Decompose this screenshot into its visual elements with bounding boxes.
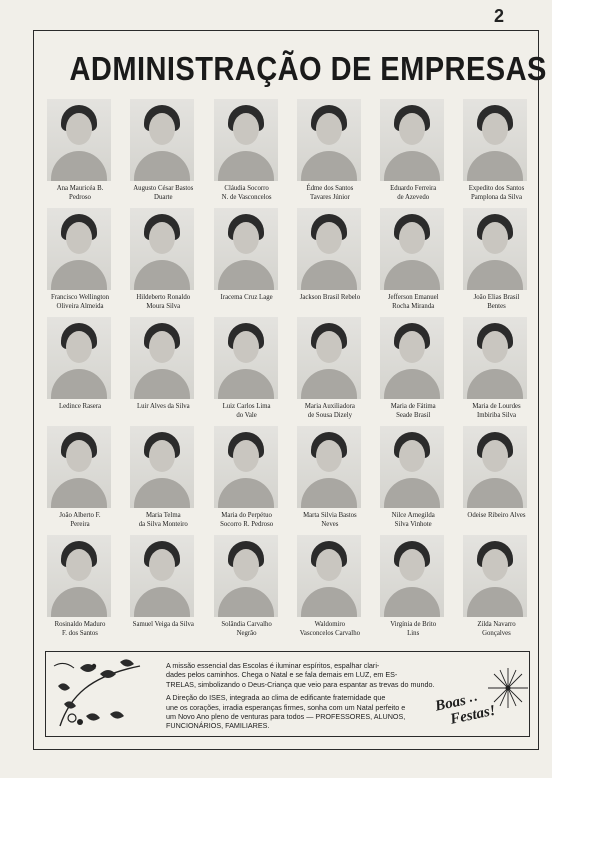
christmas-message-box: [45, 651, 530, 737]
message-line: um Novo Ano pleno de venturas para todos — PROFESSORES, ALUNOS,: [166, 712, 406, 722]
portrait-shoulders: [51, 587, 107, 617]
name-line-1: Luir Alves da Silva: [136, 403, 190, 410]
graduate-entry: [40, 97, 123, 206]
portrait-photo: [130, 99, 194, 181]
graduate-name: [207, 511, 287, 529]
graduate-name: [373, 402, 453, 420]
name-line-1: Maria Auxiliadora: [304, 403, 355, 410]
name-line-1: Eduardo Ferreira: [390, 185, 437, 192]
name-line-1: Francisco Wellington: [50, 294, 110, 301]
portrait-photo: [297, 426, 361, 508]
graduate-entry: [373, 206, 456, 315]
portrait-photo: [463, 208, 527, 290]
portrait-face: [482, 222, 508, 254]
graduate-name: [456, 184, 536, 202]
message-line: TRELAS, simbolizando o Deus-Criança que veio para espantar as trevas do mundo.: [166, 679, 435, 689]
name-line-1: Augusto César Bastos: [133, 185, 194, 192]
graduate-name: [456, 620, 536, 638]
message-line: FUNCIONÁRIOS, FAMILIARES.: [166, 721, 270, 731]
graduate-name: [207, 402, 287, 420]
portrait-shoulders: [218, 369, 274, 399]
graduate-entry: [123, 97, 206, 206]
portrait-face: [66, 549, 92, 581]
portrait-photo: [47, 426, 111, 508]
portrait-photo: [47, 317, 111, 399]
christmas-message: [166, 661, 451, 735]
graduate-name: [456, 511, 536, 520]
name-line-2: F. dos Santos: [62, 630, 98, 637]
name-line-1: Hildeberto Ronaldo: [136, 294, 191, 301]
portrait-face: [482, 549, 508, 581]
name-line-1: Virgínia de Brito: [390, 621, 437, 628]
name-line-1: Waldomiro: [314, 621, 346, 628]
portrait-face: [233, 222, 259, 254]
portrait-face: [316, 549, 342, 581]
graduate-name: [123, 402, 203, 411]
portrait-shoulders: [134, 369, 190, 399]
graduate-name: [123, 184, 203, 202]
portrait-shoulders: [218, 478, 274, 508]
name-line-2: Pedroso: [69, 194, 91, 201]
portrait-shoulders: [301, 260, 357, 290]
name-line-2: Oliveira Almeida: [56, 303, 104, 310]
message-line: A Direção do ISES, integrada ao clima de edificante fraternidade que: [166, 693, 386, 703]
portrait-photo: [130, 208, 194, 290]
portrait-face: [399, 549, 425, 581]
portrait-shoulders: [384, 151, 440, 181]
graduate-name: [373, 511, 453, 529]
name-line-1: Jackson Brasil Rebelo: [299, 294, 361, 301]
graduate-entry: [207, 206, 290, 315]
holly-ornament-icon: [50, 656, 150, 732]
portrait-photo: [463, 535, 527, 617]
portrait-shoulders: [467, 260, 523, 290]
graduate-name: [290, 511, 370, 529]
portrait-photo: [463, 426, 527, 508]
name-line-2: Socorro R. Pedroso: [220, 521, 274, 528]
graduate-name: [290, 402, 370, 420]
portrait-face: [482, 113, 508, 145]
portrait-photo: [130, 317, 194, 399]
graduate-name: [373, 184, 453, 202]
name-line-1: Édme dos Santos: [306, 185, 354, 192]
name-line-2: Duarte: [154, 194, 173, 201]
portrait-photo: [380, 208, 444, 290]
name-line-1: Maria Telma: [145, 512, 181, 519]
graduate-entry: [373, 424, 456, 533]
page-number: 2: [494, 6, 505, 26]
graduate-entry: [123, 206, 206, 315]
greeting-dots: • •: [468, 695, 478, 706]
portrait-shoulders: [134, 260, 190, 290]
portrait-photo: [297, 317, 361, 399]
portrait-face: [149, 440, 175, 472]
portrait-shoulders: [467, 151, 523, 181]
name-line-2: Lins: [407, 630, 420, 637]
graduate-entry: [40, 424, 123, 533]
name-line-2: Neves: [321, 521, 339, 528]
portrait-face: [149, 549, 175, 581]
portrait-photo: [297, 99, 361, 181]
name-line-2: Imbiriba Silva: [476, 412, 517, 419]
portrait-face: [399, 440, 425, 472]
name-line-2: Tavares Júnior: [310, 194, 350, 201]
graduate-entry: [456, 97, 539, 206]
name-line-1: Rosinaldo Maduro: [54, 621, 106, 628]
graduate-name: [40, 184, 120, 202]
graduate-entry: [373, 533, 456, 642]
portrait-shoulders: [218, 587, 274, 617]
graduate-entry: [207, 424, 290, 533]
portrait-face: [149, 113, 175, 145]
portrait-shoulders: [51, 369, 107, 399]
name-line-2: Bentes: [487, 303, 506, 310]
name-line-1: Solândia Carvalho: [221, 621, 272, 628]
portrait-shoulders: [218, 151, 274, 181]
name-line-1: Samuel Veiga da Silva: [132, 621, 194, 628]
season-greeting: [434, 678, 528, 734]
message-line: une os corações, irradia esperanças firmes, sonha com um Natal perfeito e: [166, 702, 406, 712]
graduate-entry: [40, 206, 123, 315]
portrait-shoulders: [384, 587, 440, 617]
portrait-shoulders: [384, 478, 440, 508]
portrait-face: [316, 113, 342, 145]
portrait-face: [482, 331, 508, 363]
portrait-face: [233, 331, 259, 363]
portrait-shoulders: [384, 260, 440, 290]
portrait-photo: [297, 535, 361, 617]
graduate-entry: [456, 315, 539, 424]
portrait-face: [66, 440, 92, 472]
name-line-2: de Sousa Dizely: [307, 412, 352, 419]
portrait-photo: [463, 99, 527, 181]
graduate-name: [207, 293, 287, 302]
portrait-shoulders: [467, 369, 523, 399]
portrait-face: [482, 440, 508, 472]
graduate-name: [40, 511, 120, 529]
portrait-photo: [463, 317, 527, 399]
portrait-face: [399, 113, 425, 145]
name-line-1: Ledince Rasera: [58, 403, 102, 410]
portrait-photo: [214, 426, 278, 508]
message-line: dades pelos caminhos. Chega o Natal e se fala demais em LUZ, em ES-: [166, 670, 398, 680]
portrait-photo: [47, 99, 111, 181]
portrait-face: [233, 113, 259, 145]
graduate-name: [207, 184, 287, 202]
greeting-line-1: Boas: [433, 692, 468, 715]
portrait-shoulders: [467, 587, 523, 617]
name-line-2: N. de Vasconcelos: [221, 194, 272, 201]
portrait-photo: [214, 535, 278, 617]
graduate-entry: [456, 424, 539, 533]
greeting-line-2: Festas!: [448, 702, 498, 728]
message-line: A missão essencial das Escolas é iluminar espíritos, espalhar clari-: [166, 661, 380, 670]
portrait-shoulders: [134, 587, 190, 617]
graduate-entry: [207, 315, 290, 424]
portrait-photo: [297, 208, 361, 290]
portrait-face: [316, 440, 342, 472]
name-line-2: da Silva Monteiro: [138, 521, 188, 528]
portrait-photo: [380, 535, 444, 617]
portrait-photo: [214, 208, 278, 290]
portrait-face: [316, 331, 342, 363]
graduate-entry: [456, 206, 539, 315]
graduate-name: [123, 293, 203, 311]
graduate-entry: [290, 97, 373, 206]
graduate-entry: [290, 424, 373, 533]
portrait-photo: [130, 426, 194, 508]
name-line-1: Marta Silvia Bastos: [303, 512, 357, 519]
portrait-shoulders: [301, 369, 357, 399]
portrait-photo: [130, 535, 194, 617]
name-line-1: Odeise Ribeiro Alves: [467, 512, 526, 519]
graduate-name: [373, 293, 453, 311]
portrait-shoulders: [51, 151, 107, 181]
name-line-2: Silva Vinhote: [394, 521, 432, 528]
graduate-name: [40, 620, 120, 638]
name-line-2: de Azevedo: [397, 194, 430, 201]
name-line-1: Expedito dos Santos: [468, 185, 525, 192]
name-line-2: Rocha Miranda: [392, 303, 435, 310]
graduate-name: [40, 293, 120, 311]
graduate-entry: [290, 315, 373, 424]
portrait-shoulders: [51, 478, 107, 508]
name-line-1: Maria de Fátima: [390, 403, 436, 410]
portrait-photo: [214, 99, 278, 181]
portrait-face: [149, 331, 175, 363]
portrait-face: [233, 440, 259, 472]
graduate-entry: [373, 97, 456, 206]
graduate-name: [123, 620, 203, 629]
graduate-name: [290, 184, 370, 202]
name-line-2: Negrão: [236, 630, 257, 637]
name-line-1: João Elias Brasil: [473, 294, 520, 301]
name-line-1: Ana Mauricéa B.: [56, 185, 104, 192]
portrait-shoulders: [218, 260, 274, 290]
graduate-entry: [207, 97, 290, 206]
graduate-name: [456, 402, 536, 420]
portrait-face: [149, 222, 175, 254]
name-line-1: João Alberto F.: [59, 512, 101, 519]
portrait-photo: [380, 317, 444, 399]
portrait-photo: [214, 317, 278, 399]
graduate-entry: [40, 533, 123, 642]
name-line-2: Moura Silva: [146, 303, 181, 310]
portrait-face: [399, 331, 425, 363]
portrait-shoulders: [384, 369, 440, 399]
graduate-photo-grid: [40, 97, 540, 642]
name-line-2: Pamplona da Silva: [470, 194, 522, 201]
name-line-1: Nilce Arnegilda: [391, 512, 435, 519]
portrait-face: [66, 331, 92, 363]
graduate-entry: [290, 533, 373, 642]
name-line-1: Iracema Cruz Lage: [220, 294, 273, 301]
name-line-2: Pereira: [70, 521, 90, 528]
portrait-face: [316, 222, 342, 254]
graduate-entry: [123, 424, 206, 533]
portrait-photo: [47, 208, 111, 290]
portrait-shoulders: [301, 478, 357, 508]
portrait-shoulders: [301, 587, 357, 617]
graduate-entry: [456, 533, 539, 642]
portrait-face: [66, 222, 92, 254]
graduate-name: [123, 511, 203, 529]
name-line-1: Maria de Lourdes: [472, 403, 521, 410]
portrait-photo: [380, 426, 444, 508]
graduate-entry: [123, 533, 206, 642]
graduate-name: [40, 402, 120, 411]
graduate-name: [373, 620, 453, 638]
portrait-shoulders: [134, 151, 190, 181]
graduate-name: [290, 293, 370, 302]
portrait-photo: [380, 99, 444, 181]
name-line-2: Gonçalves: [482, 630, 511, 637]
graduate-name: [290, 620, 370, 638]
graduate-entry: [290, 206, 373, 315]
graduate-entry: [207, 533, 290, 642]
graduate-name: [207, 620, 287, 638]
portrait-face: [399, 222, 425, 254]
name-line-1: Jefferson Emanuel: [387, 294, 439, 301]
name-line-1: Zilda Navarro: [477, 621, 516, 628]
graduate-entry: [40, 315, 123, 424]
name-line-2: Vasconcelos Carvalho: [299, 630, 360, 637]
portrait-shoulders: [301, 151, 357, 181]
graduate-name: [456, 293, 536, 311]
portrait-face: [233, 549, 259, 581]
name-line-1: Cláudia Socorro: [224, 185, 269, 192]
page-title: ADMINISTRAÇÃO DE EMPRESAS: [69, 50, 547, 87]
name-line-1: Maria do Perpétuo: [221, 512, 272, 519]
portrait-shoulders: [467, 478, 523, 508]
portrait-photo: [47, 535, 111, 617]
portrait-face: [66, 113, 92, 145]
name-line-1: Luiz Carlos Lima: [222, 403, 271, 410]
graduate-entry: [123, 315, 206, 424]
greeting-text: [434, 688, 497, 730]
name-line-2: Seade Brasil: [396, 412, 431, 419]
graduate-entry: [373, 315, 456, 424]
name-line-2: do Vale: [236, 412, 257, 419]
portrait-shoulders: [134, 478, 190, 508]
portrait-shoulders: [51, 260, 107, 290]
